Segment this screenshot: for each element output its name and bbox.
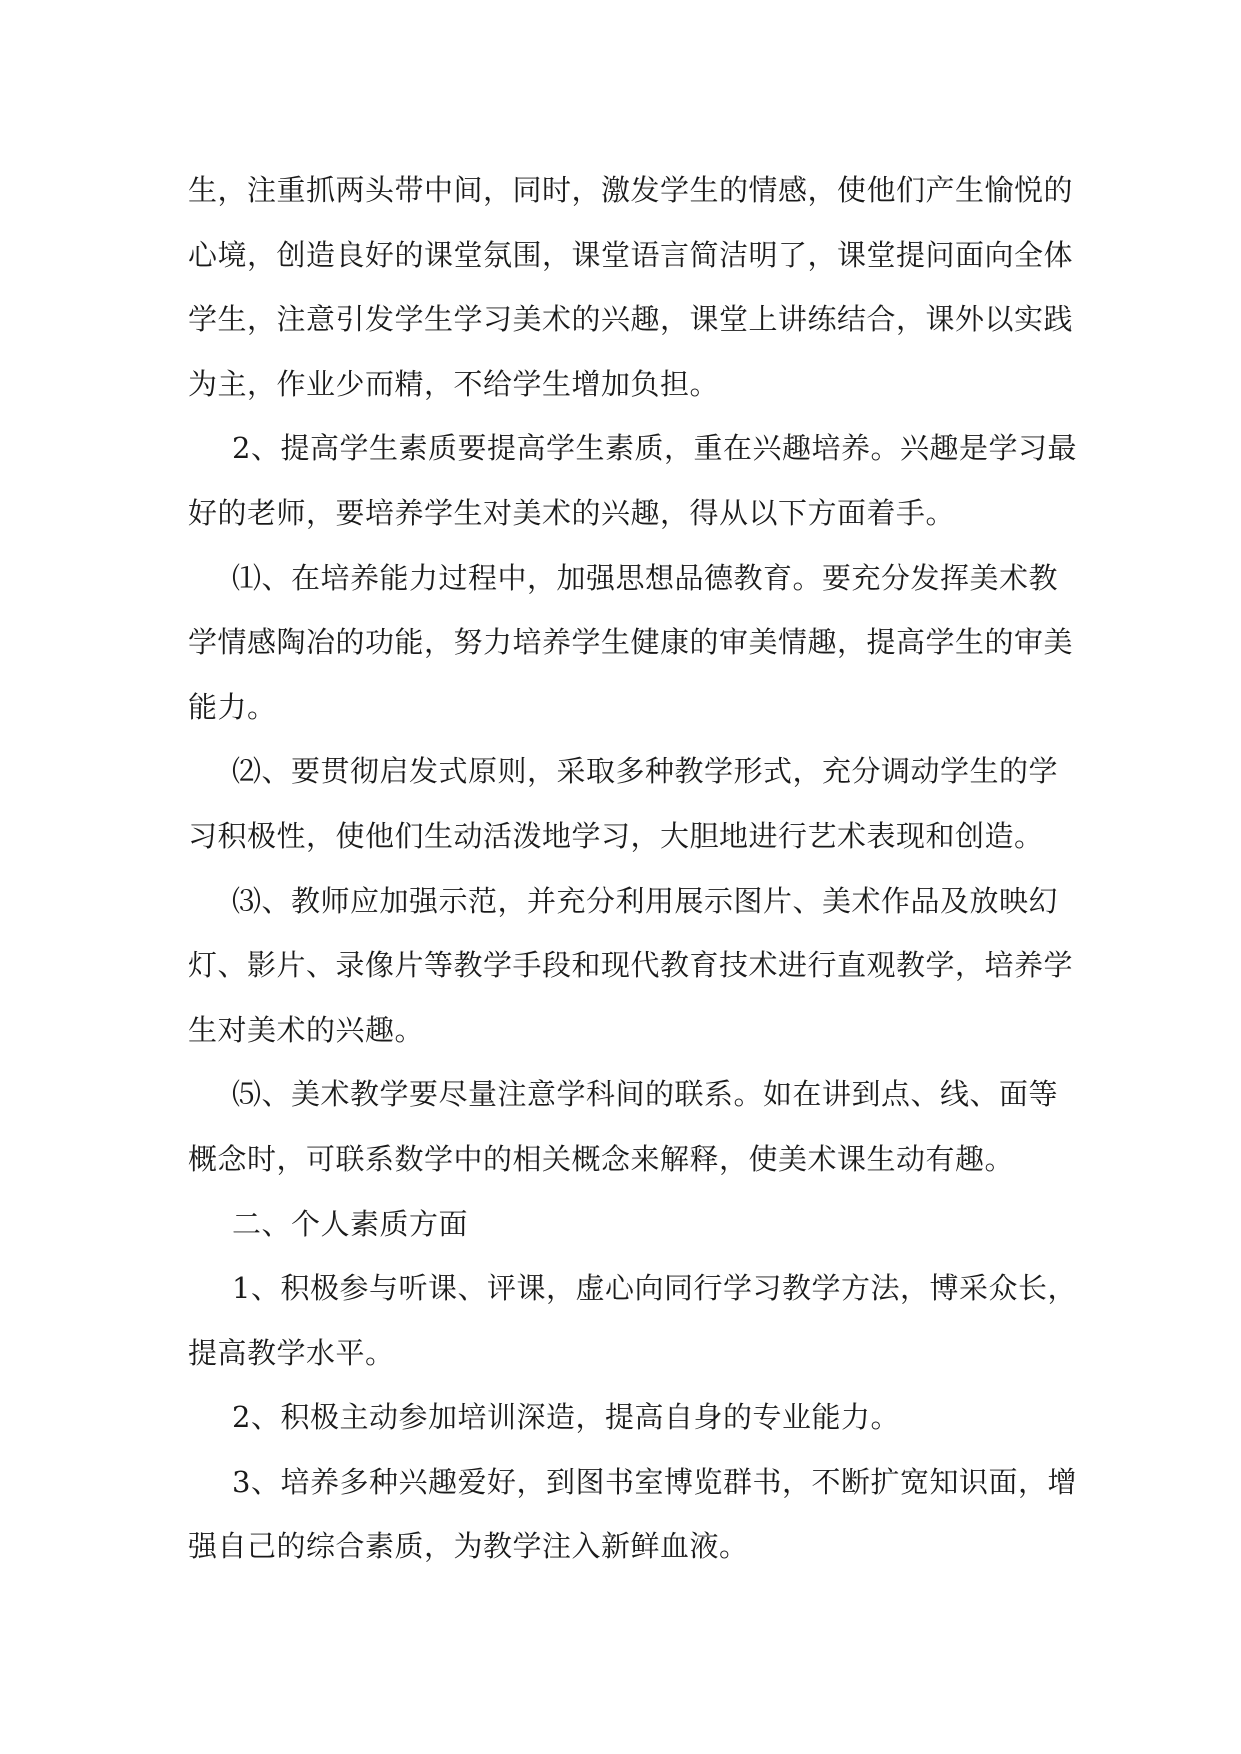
text-line: ⑵、要贯彻启发式原则，采取多种教学形式，充分调动学生的学 (232, 754, 1059, 789)
text-line: 学情感陶冶的功能，努力培养学生健康的审美情趣，提高学生的审美 (188, 625, 1074, 660)
text-line: 好的老师，要培养学生对美术的兴趣，得从以下方面着手。 (188, 495, 956, 530)
text-line: ⑶、教师应加强示范，并充分利用展示图片、美术作品及放映幻 (232, 883, 1059, 918)
text-line: 心境，创造良好的课堂氛围，课堂语言简洁明了，课堂提问面向全体 (188, 237, 1074, 272)
text-line: 概念时，可联系数学中的相关概念来解释，使美术课生动有趣。 (188, 1141, 1015, 1176)
text-line: 提高教学水平。 (188, 1335, 395, 1370)
text-line: 能力。 (188, 689, 277, 724)
text-line: 习积极性，使他们生动活泼地学习，大胆地进行艺术表现和创造。 (188, 818, 1044, 853)
document-body (188, 158, 1077, 1579)
text-line: 学生，注意引发学生学习美术的兴趣，课堂上讲练结合，课外以实践 (188, 302, 1074, 337)
text-line: 生对美术的兴趣。 (188, 1012, 425, 1047)
text-line: 二、个人素质方面 (232, 1206, 469, 1241)
text-line: 强自己的综合素质，为教学注入新鲜血液。 (188, 1529, 749, 1564)
text-line: 3、培养多种兴趣爱好，到图书室博览群书，不断扩宽知识面，增 (232, 1464, 1077, 1499)
text-line: ⑸、美术教学要尽量注意学科间的联系。如在讲到点、线、面等 (232, 1077, 1059, 1112)
text-line: 灯、影片、录像片等教学手段和现代教育技术进行直观教学，培养学 (188, 948, 1074, 983)
text-line: 2、提高学生素质要提高学生素质，重在兴趣培养。兴趣是学习最 (232, 431, 1077, 466)
text-line: ⑴、在培养能力过程中，加强思想品德教育。要充分发挥美术教 (232, 560, 1059, 595)
text-line: 为主，作业少而精，不给学生增加负担。 (188, 366, 720, 401)
text-line: 1、积极参与听课、评课，虚心向同行学习教学方法，博采众长， (232, 1271, 1077, 1306)
text-line: 生，注重抓两头带中间，同时，激发学生的情感，使他们产生愉悦的 (188, 173, 1074, 207)
text-line: 2、积极主动参加培训深造，提高自身的专业能力。 (232, 1400, 900, 1435)
